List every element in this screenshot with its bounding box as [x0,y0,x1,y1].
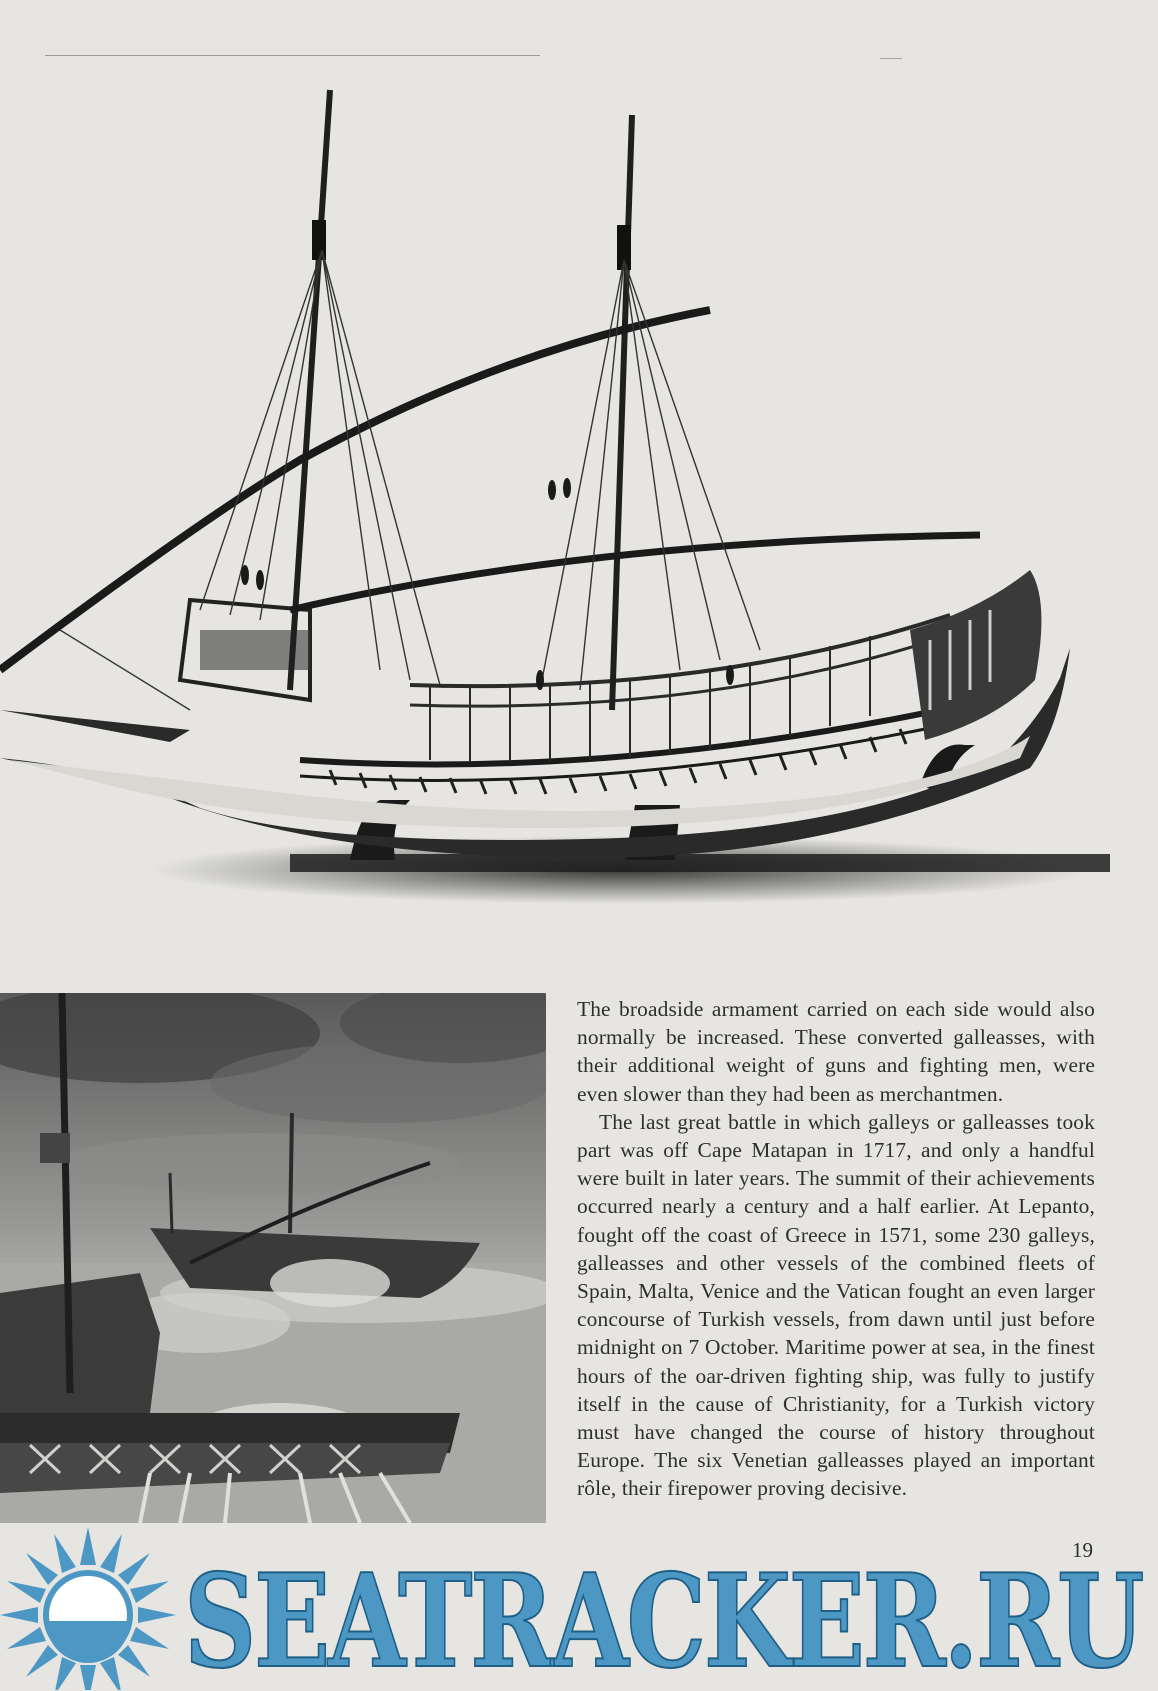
paragraph-2: The last great battle in which galleys or galleasses took part was off Cape Matapan in 1717, and only a handful were built in later years. The summit of their achievements occurred nearly a century and a half earlier. At Lepanto, fought off the coast of Greece in 1571, some 230 galleys, galleasses and other vessels of the combined fleets of Spain, Malta, Venice and the Vatican fought an even larger concourse of Turkish vessels, from dawn until just before midnight on 7 October. Maritime power at sea, in the finest hours of the oar-driven fighting ship, was fully to justify itself in the cause of Christianity, for a Turkish victory must have changed the course of history throughout Europe. The six Venetian galleasses played an important rôle, their firepower proving decisive. [577,1109,1095,1501]
paragraph-1: The broadside armament carried on each side would also normally be increased. These converted galleasses, with their additional weight of guns and fighting men, were even slower than they had been as merchantmen. [577,997,1095,1106]
watermark-text: SEATRACKER.RU [184,1547,1143,1690]
battle-painting [0,993,546,1523]
body-text [577,995,1095,1503]
top-rule [45,55,540,56]
sun-burst-icon [0,1527,176,1690]
page-number: 19 [1072,1538,1093,1562]
galley-model-photo [0,70,1158,950]
top-rule-mark [880,58,902,59]
watermark [0,1520,1158,1690]
